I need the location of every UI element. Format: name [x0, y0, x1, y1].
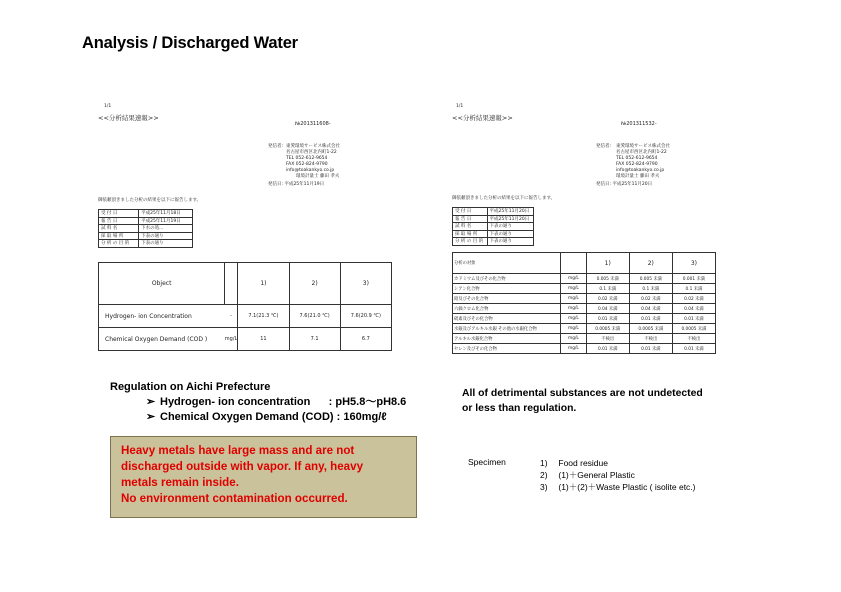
table-cell: 鉛及びその化合物	[453, 294, 561, 304]
table-row	[453, 334, 716, 344]
column-header: 1)	[238, 263, 289, 305]
table-row	[453, 284, 716, 294]
table-cell: 0.0005 未満	[629, 324, 672, 334]
table-row	[453, 324, 716, 334]
info-row	[99, 232, 193, 240]
info-value: 平成25年11月20日	[487, 208, 533, 216]
table-cell: 砒素及びその化合物	[453, 314, 561, 324]
info-label: 分 析 の 目 的	[453, 238, 488, 246]
table-cell: mg/L	[561, 334, 587, 344]
table-cell: 0.1 未満	[672, 284, 715, 294]
table-cell: 6.7	[340, 328, 391, 351]
info-row	[453, 208, 534, 216]
page-title: Analysis / Discharged Water	[82, 34, 298, 52]
report-info-table	[452, 207, 534, 246]
list-item	[540, 457, 696, 469]
table-cell: 0.0005 未満	[672, 324, 715, 334]
info-label: 採 取 場 所	[453, 230, 488, 238]
list-item	[540, 481, 696, 493]
table-header-row	[99, 263, 392, 305]
table-cell: 7.1(21.3 ℃)	[238, 305, 289, 328]
table-cell: 0.01 未満	[629, 314, 672, 324]
table-row	[99, 328, 392, 351]
column-header	[225, 263, 238, 305]
issuer-line: FAX 052-824-9790	[616, 162, 658, 167]
table-cell: 0.04 未満	[629, 304, 672, 314]
column-header: 3)	[672, 253, 715, 274]
table-cell: mg/L	[561, 294, 587, 304]
issuer-line: info@toakankyo.co.jp	[616, 168, 665, 173]
info-value: 下水の処...	[139, 225, 193, 233]
table-row	[453, 294, 716, 304]
info-label: 採 取 場 所	[99, 232, 139, 240]
page-number: 1/1	[456, 104, 464, 109]
conclusion-box	[110, 436, 417, 518]
table-cell: 0.0005 未満	[586, 324, 629, 334]
specimen-label: Specimen	[468, 457, 506, 467]
table-row	[453, 314, 716, 324]
table-cell: 0.005 未満	[586, 274, 629, 284]
column-header: 1)	[586, 253, 629, 274]
column-header	[561, 253, 587, 274]
table-cell: mg/L	[561, 324, 587, 334]
issuer-label: 発信者:	[596, 144, 612, 149]
page-number: 1/1	[104, 104, 112, 109]
info-row	[453, 215, 534, 223]
issue-date: 発信日: 平成25年11月20日	[596, 182, 653, 187]
info-row	[99, 225, 193, 233]
regulation-heading: Regulation on Aichi Prefecture	[110, 381, 271, 393]
table-row	[453, 274, 716, 284]
table-cell: 0.1 未満	[586, 284, 629, 294]
info-row	[453, 238, 534, 246]
item-text: (1)＋(2)＋Waste Plastic ( isolite etc.)	[558, 482, 696, 492]
table-cell: 0.01 未満	[629, 344, 672, 354]
table-cell: 0.01 未満	[672, 314, 715, 324]
table-cell: mg/L	[225, 328, 238, 351]
issue-date: 発信日: 平成25年11月19日	[268, 182, 325, 187]
results-table	[452, 252, 716, 354]
results-table	[98, 262, 392, 351]
column-header: 分析の対象	[453, 253, 561, 274]
item-number: 2)	[540, 470, 548, 480]
table-cell: Hydrogen- ion Concentration	[99, 305, 225, 328]
table-cell: カドミウム及びその化合物	[453, 274, 561, 284]
table-cell: 11	[238, 328, 289, 351]
issuer-line: 名古屋市西区北内町1-22	[286, 150, 337, 155]
note-line: or less than regulation.	[462, 403, 577, 414]
table-cell: 0.02 未満	[586, 294, 629, 304]
regulation-item	[110, 410, 406, 425]
table-cell: アルキル水銀化合物	[453, 334, 561, 344]
regulation-section	[110, 380, 406, 425]
info-value: 平成25年11月19日	[139, 217, 193, 225]
note-line: All of detrimental substances are not undetected	[462, 388, 703, 399]
table-cell: 0.01 未満	[672, 344, 715, 354]
conclusion-line: Heavy metals have large mass and are not	[121, 444, 355, 457]
table-cell: 水銀及びアルキル水銀 その他の水銀化合物	[453, 324, 561, 334]
column-header: 2)	[289, 263, 340, 305]
issuer-line: TEL 052-612-9654	[286, 156, 328, 161]
info-row	[453, 230, 534, 238]
item-number: 3)	[540, 482, 548, 492]
info-label: 試 料 名	[99, 225, 139, 233]
table-cell: mg/L	[561, 344, 587, 354]
table-cell: 0.01 未満	[586, 344, 629, 354]
analysis-report-left	[90, 100, 400, 350]
issuer-line: 環境計量士 藤田 孝夫	[296, 174, 340, 179]
table-header-row	[453, 253, 716, 274]
column-header: 3)	[340, 263, 391, 305]
info-value: 下表の通り	[487, 238, 533, 246]
table-cell: 7.6(21.0 ℃)	[289, 305, 340, 328]
issuer-line: 環境計量士 藤田 孝夫	[616, 174, 660, 179]
table-cell: mg/L	[561, 274, 587, 284]
table-cell: 0.005 未満	[629, 274, 672, 284]
table-cell: 0.02 未満	[672, 294, 715, 304]
issuer-line: 名古屋市西区北内町1-22	[616, 150, 667, 155]
table-row	[453, 304, 716, 314]
table-cell: Chemical Oxygen Demand (COD )	[99, 328, 225, 351]
table-cell: 不検出	[629, 334, 672, 344]
table-cell: 7.1	[289, 328, 340, 351]
table-cell: mg/L	[561, 284, 587, 294]
report-heading: <<分析結果速報>>	[98, 114, 159, 122]
conclusion-line: discharged outside with vapor. If any, heavy	[121, 460, 364, 473]
info-label: 試 料 名	[453, 223, 488, 231]
info-row	[99, 217, 193, 225]
info-row	[99, 210, 193, 218]
table-cell: 0.01 未満	[586, 314, 629, 324]
issuer-line: 東愛環境サービス株式会社	[286, 144, 340, 149]
table-cell: 0.04 未満	[586, 304, 629, 314]
info-value: 平成25年11月20日	[487, 215, 533, 223]
info-label: 報 告 日	[99, 217, 139, 225]
conclusion-line: No environment contamination occurred.	[121, 492, 348, 505]
table-cell: 不検出	[672, 334, 715, 344]
info-label: 受 付 日	[453, 208, 488, 216]
info-label: 報 告 日	[453, 215, 488, 223]
report-intro: 御依頼頂きました分析の結果を以下に報告します。	[98, 198, 202, 203]
table-row	[453, 344, 716, 354]
column-header: 2)	[629, 253, 672, 274]
arrow-bullet-icon: ➢	[146, 411, 156, 423]
table-cell: 不検出	[586, 334, 629, 344]
report-heading: <<分析結果速報>>	[452, 114, 513, 122]
item-number: 1)	[540, 458, 548, 468]
table-cell: 0.001 未満	[672, 274, 715, 284]
table-cell: 0.1 未満	[629, 284, 672, 294]
regulation-item	[110, 395, 406, 410]
table-cell: 0.04 未満	[672, 304, 715, 314]
detrimental-note	[462, 386, 703, 416]
info-value: 下表の通り	[487, 230, 533, 238]
table-cell: シアン化合物	[453, 284, 561, 294]
regulation-text: Chemical Oxygen Demand (COD) : 160mg/ℓ	[160, 411, 387, 423]
document-number: №201311608-	[295, 121, 331, 127]
table-cell: 六価クロム化合物	[453, 304, 561, 314]
issuer-line: info@toakankyo.co.jp	[286, 168, 335, 173]
table-cell: 0.02 未満	[629, 294, 672, 304]
info-value: 平成25年11月18日	[139, 210, 193, 218]
table-cell: mg/L	[561, 304, 587, 314]
regulation-text: Hydrogen- ion concentration : pH5.8～pH8.6	[160, 396, 407, 408]
conclusion-text	[111, 437, 416, 507]
info-value: 下表の通り	[487, 223, 533, 231]
table-cell: -	[225, 305, 238, 328]
info-label: 受 付 日	[99, 210, 139, 218]
issuer-line: FAX 052-824-9790	[286, 162, 328, 167]
report-intro: 御依頼頂きました分析の結果を以下に報告します。	[452, 196, 556, 201]
info-value: 下表の通り	[139, 240, 193, 248]
arrow-bullet-icon: ➢	[146, 396, 156, 408]
table-row	[99, 305, 392, 328]
item-text: (1)＋General Plastic	[558, 470, 635, 480]
document-number: №201311532-	[621, 121, 657, 127]
specimen-list	[540, 457, 696, 493]
table-cell: セレン及びその化合物	[453, 344, 561, 354]
conclusion-line: metals remain inside.	[121, 476, 239, 489]
table-cell: 7.6(20.9 ℃)	[340, 305, 391, 328]
table-cell: mg/L	[561, 314, 587, 324]
issuer-line: TEL 052-612-9654	[616, 156, 658, 161]
issuer-line: 東愛環境サービス株式会社	[616, 144, 670, 149]
issuer-label: 発信者:	[268, 144, 284, 149]
column-header: Object	[99, 263, 225, 305]
info-label: 分 析 の 目 的	[99, 240, 139, 248]
info-value: 下表の通り	[139, 232, 193, 240]
analysis-report-right	[446, 100, 736, 375]
report-info-table	[98, 209, 193, 248]
list-item	[540, 469, 696, 481]
info-row	[453, 223, 534, 231]
item-text: Food residue	[558, 458, 608, 468]
info-row	[99, 240, 193, 248]
